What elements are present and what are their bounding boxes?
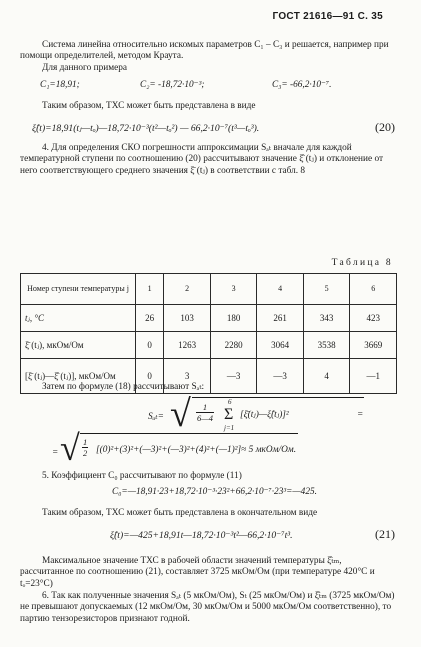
paragraph-formula-18: Затем по формуле (18) рассчитывают Sₐₜ: [42,382,205,392]
data-table [20,273,397,394]
paragraph-coefficient: 5. Коэффициент C₀ рассчитывают по формуле (11) [42,471,242,481]
table-caption: Таблица 8 [331,258,393,268]
equation-21-number: (21) [375,527,395,541]
table-cell: —3 [257,359,304,394]
paragraph-example: Для данного примера [42,63,127,73]
formula-18-body: [ξ̄(tⱼ)—ξ̂(tⱼ)]² [240,410,289,420]
row-label: tⱼ, °С [21,305,136,332]
fraction-numerator: 1 [196,402,214,413]
paragraph-final-form: Таким образом, ТХС может быть представлена в окончательном виде [42,508,318,518]
coefficient-c2: C₂= -18,72·10⁻³; [140,80,205,90]
table-cell: 0 [136,359,164,394]
coefficient-c1: C₁=18,91; [40,80,80,90]
row-label: ξ̄ (tⱼ), мкОм/Ом [21,332,136,359]
paragraph-system: Система линейна относительно искомых параметров C₁ – C₃ и решается, например при помощи определителей, методом Краута. [20,40,389,62]
formula-18b-body: [(0)²+(3)²+(—3)²+(—3)²+(4)²+(—1)²]≈ 5 мкОм/Ом. [96,445,297,455]
table-column-header: 6 [350,274,397,305]
equation-20-number: (20) [375,120,395,134]
table-cell: —1 [350,359,397,394]
table-cell: 343 [303,305,350,332]
sum-lower-limit: j=1 [224,424,235,432]
page-header: ГОСТ 21616—91 С. 35 [272,11,383,22]
radical-bar [192,397,364,398]
table-column-header: 3 [210,274,257,305]
fraction-1-over-n [196,402,214,424]
table-row [21,332,397,359]
paragraph-approximation: 4. Для определения СКО погрешности аппроксимации Sₐₜ вначале для каждой температурной ступени по соотношению (20) рассчитывают значение ξ̂ (tⱼ) и отклонение от него соответствующего среднего значения ξ̄ (tⱼ) в соответствии с табл. 8 [20,143,384,176]
table-column-header: 5 [303,274,350,305]
table-column-header: 2 [164,274,211,305]
table-column-header: 1 [136,274,164,305]
table-cell: 103 [164,305,211,332]
coefficient-c3: C₃= -66,2·10⁻⁷. [272,80,332,90]
formula-18-equals: = [357,410,364,420]
paragraph-representation: Таким образом, ТХС может быть представлена в виде [42,101,256,111]
table-cell: 4 [303,359,350,394]
table-cell: 180 [210,305,257,332]
paragraph-conclusion: 6. Так как полученные значения Sₐₜ (5 мкОм/Ом), Sₜ (25 мкОм/Ом) и ξ̂ₜₘ (3725 мкОм/Ом) не превышают допускаемых (12 мкОм/Ом, 30 мкОм/Ом и 5000 мкОм/Ом соответственно), то партию тензорезисторов признают годной. [20,591,395,624]
fraction-1-over-2 [82,437,88,459]
radical-sign: √ [170,393,191,435]
equation-20: ξ̂(t)=18,91(tⱼ—tₒ)—18,72·10⁻³(t²—tₒ²) — 66,2·10⁻⁷(t³—tₒ³). [32,123,260,134]
fraction-denominator: 6—4 [197,413,214,424]
table-cell: —3 [210,359,257,394]
table-cell: 3 [164,359,211,394]
table-row [21,305,397,332]
paragraph-maximum: Максимальное значение ТХС в рабочей области значений температуры ξ̂ₜₘ, рассчитанное по соотношению (21), составляет 3725 мкОм/Ом (при температуре 420°С и tₒ=23°С) [20,556,375,589]
coefficient-row [40,80,380,94]
radical-bar-2 [80,433,298,434]
formula-11: C₀=—18,91·23+18,72·10⁻³·23²+66,2·10⁻⁷·23³=—425. [112,487,317,497]
fraction-denominator: 2 [83,448,88,459]
formula-18-lhs: Sₐₜ= [148,412,164,422]
sum-symbol: Σ [224,406,234,423]
equation-21: ξ̂(t)=—425+18,91t—18,72·10⁻³t²—66,2·10⁻⁷t³. [110,530,293,541]
table-cell: 261 [257,305,304,332]
table-header-label: Номер ступени температуры j [21,274,136,305]
sum-upper-limit: 6 [228,398,232,406]
table-column-header: 4 [257,274,304,305]
table-cell: 3538 [303,332,350,359]
table-cell: 3064 [257,332,304,359]
table-cell: 423 [350,305,397,332]
table-cell: 3669 [350,332,397,359]
table-cell: 0 [136,332,164,359]
radical-sign-2: √ [60,428,80,468]
table-header-row [21,274,397,305]
table-cell: 26 [136,305,164,332]
fraction-numerator: 1 [83,437,88,447]
formula-18b-equals: = [52,448,59,458]
row-label: [ξ̄ (tⱼ)—ξ̂ (tⱼ)], мкОм/Ом [21,359,136,394]
table-cell: 2280 [210,332,257,359]
table-cell: 1263 [164,332,211,359]
